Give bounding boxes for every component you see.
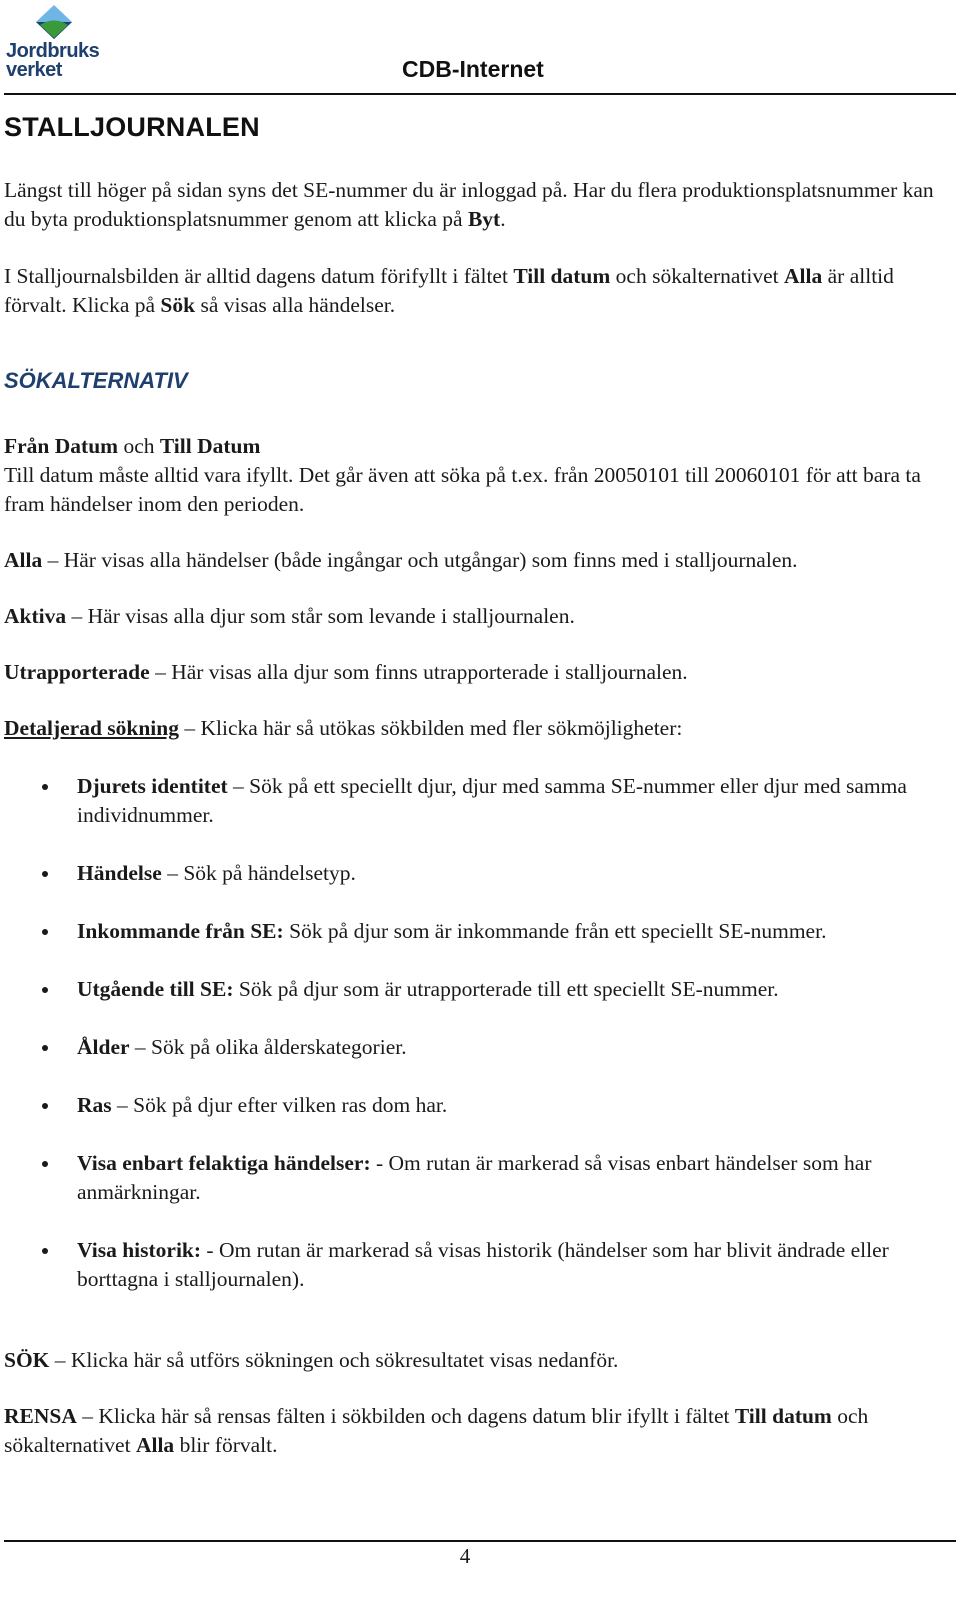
utrapporterade-term: Utrapporterade [4, 660, 150, 684]
sok-term: SÖK [4, 1348, 50, 1372]
datum-paragraph [4, 432, 944, 519]
alla-description: – Här visas alla händelser (både ingångar och utgångar) som finns med i stalljournalen. [42, 548, 798, 572]
intro-paragraph-1 [4, 176, 944, 234]
list-item-term: Ålder [77, 1035, 130, 1059]
rensa-text-1: – Klicka här så rensas fälten i sökbilden och dagens datum blir ifyllt i fältet [76, 1404, 735, 1428]
detaljerad-sokning-paragraph [4, 714, 682, 743]
utrapporterade-description: – Här visas alla djur som finns utrapporterade i stalljournalen. [149, 660, 688, 684]
rensa-text-2: och sökalternativet [4, 1404, 869, 1457]
bullet-icon [42, 1045, 48, 1051]
bullet-icon [42, 1103, 48, 1109]
list-item-term: Utgående till SE: [77, 977, 234, 1001]
aktiva-description: – Här visas alla djur som står som levande i stalljournalen. [66, 604, 575, 628]
rensa-term: RENSA [4, 1404, 77, 1428]
intro2-text-4: så visas alla händelser. [195, 293, 396, 317]
logo-wordmark [6, 42, 99, 80]
list-item-description: – Sök på ett speciellt djur, djur med samma SE-nummer eller djur med samma individnummer. [77, 774, 907, 827]
list-item-term: Ras [77, 1093, 112, 1117]
list-item [4, 975, 907, 1004]
page-number: 4 [459, 1544, 471, 1568]
logo-line-2: verket [6, 59, 62, 81]
list-item [4, 1236, 907, 1294]
list-item-description: - Om rutan är markerad så visas enbart händelser som har anmärkningar. [77, 1151, 872, 1204]
alla-paragraph [4, 546, 798, 575]
section-heading-sokalternativ: SÖKALTERNATIV [4, 368, 188, 393]
bullet-icon [42, 871, 48, 877]
list-item [4, 859, 907, 888]
bullet-icon [42, 929, 48, 935]
datum-bold-fran: Från Datum [4, 434, 119, 458]
jordbruksverket-logo [6, 4, 98, 84]
intro2-bold-alla: Alla [784, 264, 823, 288]
page-title: STALLJOURNALEN [4, 112, 260, 142]
list-item [4, 1033, 907, 1062]
list-item [4, 917, 907, 946]
list-item [4, 1149, 907, 1207]
aktiva-term: Aktiva [4, 604, 67, 628]
detaljerad-sokning-description: – Klicka här så utökas sökbilden med fler sökmöjligheter: [179, 716, 683, 740]
list-item-term: Visa historik: [77, 1238, 202, 1262]
intro2-text-2: och sökalternativet [610, 264, 785, 288]
list-item-description: Sök på djur som är utrapporterade till ett speciellt SE-nummer. [233, 977, 779, 1001]
intro1-text-1: Längst till höger på sidan syns det SE-nummer du är inloggad på. Har du flera produktionsplatsnummer kan du byta produktionsplatsnummer genom att klicka på [4, 178, 934, 231]
utrapporterade-paragraph [4, 658, 688, 687]
alla-term: Alla [4, 548, 43, 572]
rensa-text-3: blir förvalt. [174, 1433, 278, 1457]
logo-line-1: Jordbruks [6, 40, 100, 62]
list-item-description: – Sök på händelsetyp. [161, 861, 356, 885]
header-divider [4, 93, 956, 95]
bullet-icon [42, 1248, 48, 1254]
intro2-text-3: är alltid förvalt. Klicka på [4, 264, 894, 317]
list-item-term: Visa enbart felaktiga händelser: [77, 1151, 371, 1175]
intro1-bold-byt: Byt [467, 207, 501, 231]
intro2-text-1: I Stalljournalsbilden är alltid dagens datum förifyllt i fältet [4, 264, 514, 288]
list-item-description: – Sök på djur efter vilken ras dom har. [111, 1093, 448, 1117]
intro2-bold-till-datum: Till datum [513, 264, 611, 288]
intro2-bold-sok: Sök [160, 293, 196, 317]
rensa-paragraph [4, 1402, 944, 1460]
datum-description: Till datum måste alltid vara ifyllt. Det går även att söka på t.ex. från 20050101 till 20060101 för att bara ta fram händelser inom den perioden. [4, 463, 921, 516]
datum-text-och: och [118, 434, 160, 458]
sok-description: – Klicka här så utförs sökningen och sökresultatet visas nedanför. [49, 1348, 619, 1372]
list-item-term: Djurets identitet [77, 774, 228, 798]
detaljerad-sokning-term: Detaljerad sökning [4, 716, 179, 740]
bullet-icon [42, 1161, 48, 1167]
list-item [4, 772, 907, 830]
rensa-bold-till-datum: Till datum [734, 1404, 832, 1428]
header-app-title: CDB-Internet [402, 56, 544, 82]
footer-divider [4, 1540, 956, 1542]
aktiva-paragraph [4, 602, 575, 631]
list-item-description: - Om rutan är markerad så visas historik (händelser som har blivit ändrade eller borttagna i stalljournalen). [77, 1238, 889, 1291]
intro-paragraph-2 [4, 262, 944, 320]
bullet-icon [42, 987, 48, 993]
logo-diamond-icon [34, 4, 74, 44]
search-options-list [4, 772, 944, 1294]
intro1-text-2: . [500, 207, 506, 231]
list-item [4, 1091, 907, 1120]
list-item-description: – Sök på olika ålderskategorier. [129, 1035, 407, 1059]
bullet-icon [42, 784, 48, 790]
list-item-description: Sök på djur som är inkommande från ett speciellt SE-nummer. [283, 919, 827, 943]
sok-paragraph [4, 1346, 618, 1375]
datum-bold-till: Till Datum [159, 434, 261, 458]
list-item-term: Inkommande från SE: [77, 919, 284, 943]
list-item-term: Händelse [77, 861, 162, 885]
rensa-bold-alla: Alla [135, 1433, 175, 1457]
